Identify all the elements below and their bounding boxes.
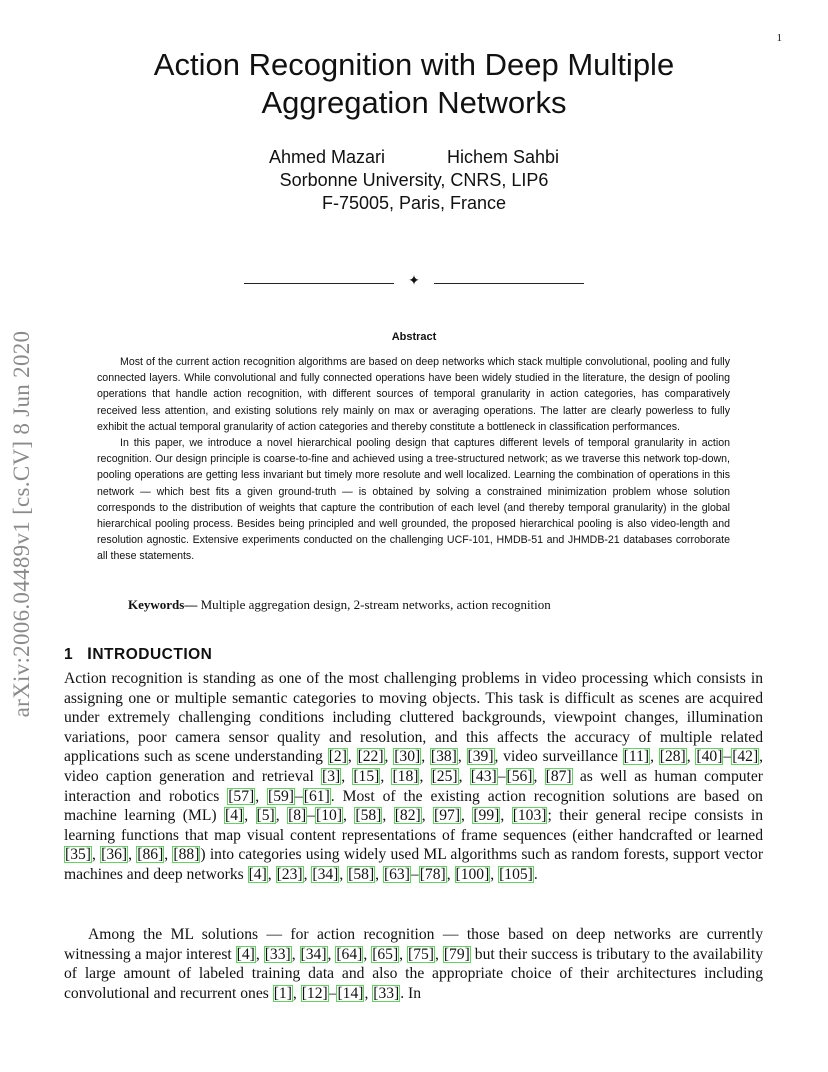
citation-link[interactable]: [22] xyxy=(357,748,384,766)
divider-line-right xyxy=(434,283,584,284)
citation-link[interactable]: [10] xyxy=(316,807,343,825)
text-run: , xyxy=(384,748,394,766)
citation-link[interactable]: [33] xyxy=(373,984,400,1002)
text-run: , video caption generation and retrieval xyxy=(64,748,764,785)
text-run: – xyxy=(723,748,732,766)
text-run: , xyxy=(446,865,455,883)
intro-paragraph-1 xyxy=(64,669,763,885)
author-block xyxy=(60,146,768,215)
citation-link[interactable]: [82] xyxy=(394,807,421,825)
text-run: Action recognition is standing as one of the most challenging problems in video processing which consists in assigning one or multiple semantic categories to moving objects. This task is difficult as scenes are acquired under extremely challenging conditions including cluttered backgrounds, viewpoint changes, illumination variations, poor camera sensor quality and resolution, and this affects the accuracy of multiple related applications such as scene understanding xyxy=(64,670,763,766)
citation-link[interactable]: [59] xyxy=(268,787,294,805)
citation-link[interactable]: [34] xyxy=(300,945,327,963)
text-run: , xyxy=(91,846,101,864)
citation-link[interactable]: [97] xyxy=(434,807,461,825)
text-run: , xyxy=(421,807,434,825)
text-run: . In xyxy=(400,984,422,1002)
citation-link[interactable]: [64] xyxy=(336,945,363,963)
citation-link[interactable]: [18] xyxy=(392,767,419,785)
address: F-75005, Paris, France xyxy=(321,193,507,213)
text-run: , xyxy=(382,807,394,825)
citation-link[interactable]: [88] xyxy=(173,846,200,864)
text-run: , xyxy=(457,748,467,766)
text-run: but their success is tributary to the availability of large amount of labeled training data and also the appropriate choice of their architectures including convolutional and recurrent ones xyxy=(64,945,764,1002)
citation-link[interactable]: [4] xyxy=(236,945,255,963)
text-run: , xyxy=(255,787,268,805)
text-run: – xyxy=(497,767,506,785)
citation-link[interactable]: [100] xyxy=(455,865,490,883)
text-run: Among the ML solutions — for action recognition — those based on deep networks are currently witnessing a major interest xyxy=(64,926,763,963)
citation-link[interactable]: [38] xyxy=(430,748,457,766)
keywords-label: Keywords— xyxy=(128,597,198,612)
text-run: , xyxy=(303,865,312,883)
text-run: , xyxy=(399,945,408,963)
citation-link[interactable]: [35] xyxy=(65,846,91,864)
text-run: , xyxy=(327,945,336,963)
section-heading xyxy=(64,644,212,664)
text-run: ) into categories using widely used ML algorithms such as random forests, support vector machines and deep networks xyxy=(64,846,764,883)
citation-link[interactable]: [12] xyxy=(301,984,328,1002)
title-line-1: Action Recognition with Deep Multiple xyxy=(153,47,675,82)
citation-link[interactable]: [4] xyxy=(225,807,244,825)
text-run: – xyxy=(295,787,303,805)
citation-link[interactable]: [58] xyxy=(355,807,382,825)
citation-link[interactable]: [3] xyxy=(322,767,341,785)
text-run: , xyxy=(292,984,301,1002)
text-run: , xyxy=(341,767,353,785)
citation-link[interactable]: [43] xyxy=(470,767,497,785)
text-run: , video surveillance xyxy=(494,748,623,766)
text-run: , xyxy=(347,748,357,766)
citation-link[interactable]: [86] xyxy=(137,846,164,864)
text-run: , xyxy=(375,865,383,883)
citation-link[interactable]: [61] xyxy=(303,787,330,805)
text-run: , xyxy=(244,807,256,825)
citation-link[interactable]: [25] xyxy=(431,767,458,785)
text-run: , xyxy=(267,865,276,883)
text-run: , xyxy=(364,984,373,1002)
text-run: ; their general recipe consists in learning functions that map visual content representations of frame sequences (either handcrafted or learned xyxy=(64,807,764,844)
author-names xyxy=(60,146,768,169)
text-run: , xyxy=(380,767,392,785)
citation-link[interactable]: [75] xyxy=(408,945,434,963)
paper-title xyxy=(60,46,768,122)
text-run: as well as human computer interaction and robotics xyxy=(64,767,763,805)
text-run: , xyxy=(419,767,431,785)
text-run: , xyxy=(650,748,659,766)
keywords xyxy=(128,597,748,613)
citation-link[interactable]: [65] xyxy=(372,945,399,963)
citation-link[interactable]: [1] xyxy=(273,984,292,1002)
abstract-body xyxy=(97,354,730,565)
citation-link[interactable]: [40] xyxy=(696,748,723,766)
abstract-heading: Abstract xyxy=(391,331,437,343)
page-number: 1 xyxy=(776,32,782,44)
text-run: , xyxy=(128,846,137,864)
text-run: , xyxy=(164,846,173,864)
text-run: , xyxy=(275,807,288,825)
citation-link[interactable]: [78] xyxy=(419,865,446,883)
arxiv-stamp xyxy=(4,294,40,754)
divider-line-left xyxy=(244,283,394,284)
citation-link[interactable]: [30] xyxy=(394,748,421,766)
citation-link[interactable]: [103] xyxy=(512,807,547,825)
citation-link[interactable]: [36] xyxy=(101,846,128,864)
citation-link[interactable]: [8] xyxy=(288,807,307,825)
citation-link[interactable]: [5] xyxy=(256,807,275,825)
citation-link[interactable]: [105] xyxy=(499,865,533,883)
text-run: , xyxy=(435,945,443,963)
title-divider xyxy=(244,276,584,290)
intro-paragraph-2-text xyxy=(64,925,763,1003)
section-title-initial: I xyxy=(87,644,93,663)
citation-link[interactable]: [56] xyxy=(506,767,533,785)
citation-link[interactable]: [39] xyxy=(467,748,494,766)
text-run: , xyxy=(339,865,348,883)
intro-paragraph-2 xyxy=(64,925,763,1003)
intro-paragraph-1-text xyxy=(64,669,763,885)
citation-link[interactable]: [79] xyxy=(443,945,470,963)
citation-link[interactable]: [14] xyxy=(337,984,364,1002)
citation-link[interactable]: [4] xyxy=(248,865,267,883)
affiliation: Sorbonne University, CNRS, LIP6 xyxy=(279,170,549,190)
arxiv-stamp-text: arXiv:2006.04489v1 [cs.CV] 8 Jun 2020 xyxy=(9,330,34,718)
author-2: Hichem Sahbi xyxy=(446,147,560,167)
citation-link[interactable]: [42] xyxy=(732,748,759,766)
citation-link[interactable]: [33] xyxy=(264,945,291,963)
text-run: – xyxy=(410,865,419,883)
text-run: – xyxy=(307,807,316,825)
text-run: , xyxy=(255,945,264,963)
citation-link[interactable]: [58] xyxy=(348,865,375,883)
text-run: . Most of the existing action recognition solutions are based on machine learning (ML) xyxy=(64,787,763,825)
section-number: 1 xyxy=(64,646,74,663)
section-title-rest: NTRODUCTION xyxy=(92,646,213,663)
citation-link[interactable]: [23] xyxy=(276,865,303,883)
citation-link[interactable]: [99] xyxy=(473,807,500,825)
text-run: , xyxy=(421,748,430,766)
text-run: , xyxy=(533,767,545,785)
citation-link[interactable]: [2] xyxy=(328,748,347,766)
text-run: , xyxy=(461,807,473,825)
citation-link[interactable]: [57] xyxy=(228,787,255,805)
text-run: , xyxy=(490,865,499,883)
citation-link[interactable]: [87] xyxy=(545,767,572,785)
keywords-text: Multiple aggregation design, 2-stream networks, action recognition xyxy=(200,597,551,612)
text-run: , xyxy=(291,945,300,963)
citation-link[interactable]: [15] xyxy=(353,767,380,785)
text-run: – xyxy=(328,984,337,1002)
citation-link[interactable]: [63] xyxy=(383,865,410,883)
citation-link[interactable]: [11] xyxy=(623,748,650,766)
text-run: , xyxy=(500,807,512,825)
abstract-paragraph-1: Most of the current action recognition algorithms are based on deep networks which stack multiple convolutional, pooling and fully connected layers. While convolutional and fully connected operations have been widely studied in the literature, the design of pooling operations that handle action recognition, with different sources of temporal granularity in action categories, has comparatively received less attention, and existing solutions rely mainly on max or averaging operations. The latter are clearly powerless to fully exhibit the actual temporal granularity of action categories and thereby constitute a bottleneck in classification performances. xyxy=(97,356,730,433)
divider-star-icon: ✦ xyxy=(408,274,420,289)
abstract-paragraph-2: In this paper, we introduce a novel hierarchical pooling design that captures different levels of temporal granularity in action recognition. Our design principle is coarse-to-fine and achieved using a tree-structured network; as we traverse this network top-down, pooling operations are getting less invariant but timely more resolute and well localized. Learning the combination of operations in this network — which best fits a given ground-truth — is obtained by solving a constrained minimization problem whose solution corresponds to the distribution of weights that capture the contribution of each level (and thereby temporal granularity) in the global hierarchical pooling process. Besides being principled and well grounded, the proposed hierarchical pooling is also video-length and resolution agnostic. Extensive experiments conducted on the challenging UCF-101, HMDB-51 and JHMDB-21 databases corroborate all these statements. xyxy=(97,437,730,563)
citation-link[interactable]: [34] xyxy=(312,865,339,883)
text-run: , xyxy=(686,748,696,766)
text-run: , xyxy=(343,807,355,825)
text-run: , xyxy=(363,945,372,963)
author-1: Ahmed Mazari xyxy=(268,147,385,167)
citation-link[interactable]: [28] xyxy=(659,748,686,766)
text-run: , xyxy=(458,767,470,785)
title-line-2: Aggregation Networks xyxy=(261,85,567,120)
text-run: . xyxy=(533,865,538,883)
